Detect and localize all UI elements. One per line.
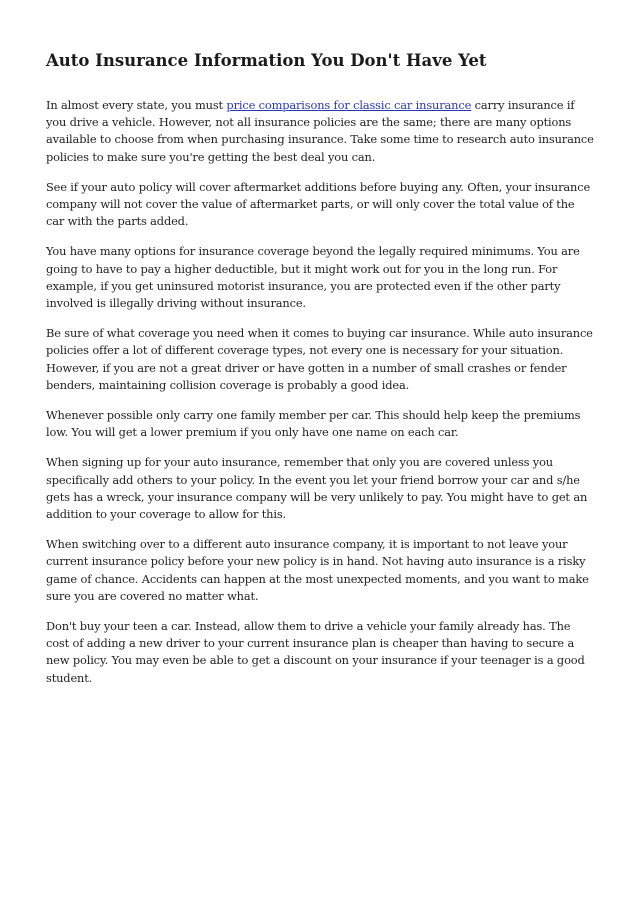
paragraph-8: Don't buy your teen a car. Instead, allow them to drive a vehicle your family already has. The cost of adding a new driver to your current insurance plan is cheaper than having to secure a new policy. You may even be able to get a discount on your insurance if your teenager is a good student. xyxy=(46,619,585,685)
paragraph-7: When switching over to a different auto insurance company, it is important to not leave your current insurance policy before your new policy is in hand. Not having auto insurance is a risky game of chance. Accidents can happen at the most unexpected moments, and you want to make sure you are covered no matter what. xyxy=(46,537,589,603)
paragraph-1-text-after-link: carry insurance if you drive a vehicle. However, not all insurance policies are the same; there are many options available to choose from when purchasing insurance. Take some time to research auto insurance policies to make sure you're getting the best deal you can. xyxy=(46,98,594,164)
document-title: Auto Insurance Information You Don't Have Yet xyxy=(46,51,487,70)
paragraph-3: You have many options for insurance coverage beyond the legally required minimums. You are going to have to pay a higher deductible, but it might work out for you in the long run. For example, if you get uninsured motorist insurance, you are protected even if the other party involved is illegally driving without insurance. xyxy=(46,244,580,311)
paragraph-5: Whenever possible only carry one family member per car. This should help keep the premiums low. You will get a lower premium if you only have one name on each car. xyxy=(46,408,581,440)
classic-car-insurance-link[interactable]: price comparisons for classic car insurance xyxy=(226,98,472,112)
paragraph-1 xyxy=(46,97,594,166)
paragraph-1-text-before-link: In almost every state, you must xyxy=(46,98,227,112)
paragraph-4: Be sure of what coverage you need when it comes to buying car insurance. While auto insurance policies offer a lot of different coverage types, not every one is necessary for your situation. However, if you are not a great driver or have gotten in a number of small crashes or fender benders, maintaining collision coverage is probably a good idea. xyxy=(46,326,593,392)
document-page xyxy=(46,50,594,700)
paragraph-2: See if your auto policy will cover aftermarket additions before buying any. Often, your insurance company will not cover the value of aftermarket parts, or will only cover the total value of the car with the parts added. xyxy=(46,179,591,229)
paragraph-6: When signing up for your auto insurance, remember that only you are covered unless you specifically add others to your policy. In the event you let your friend borrow your car and s/he gets has a wreck, your insurance company will be very unlikely to pay. You might have to get an addition to your coverage to allow for this. xyxy=(46,455,588,522)
